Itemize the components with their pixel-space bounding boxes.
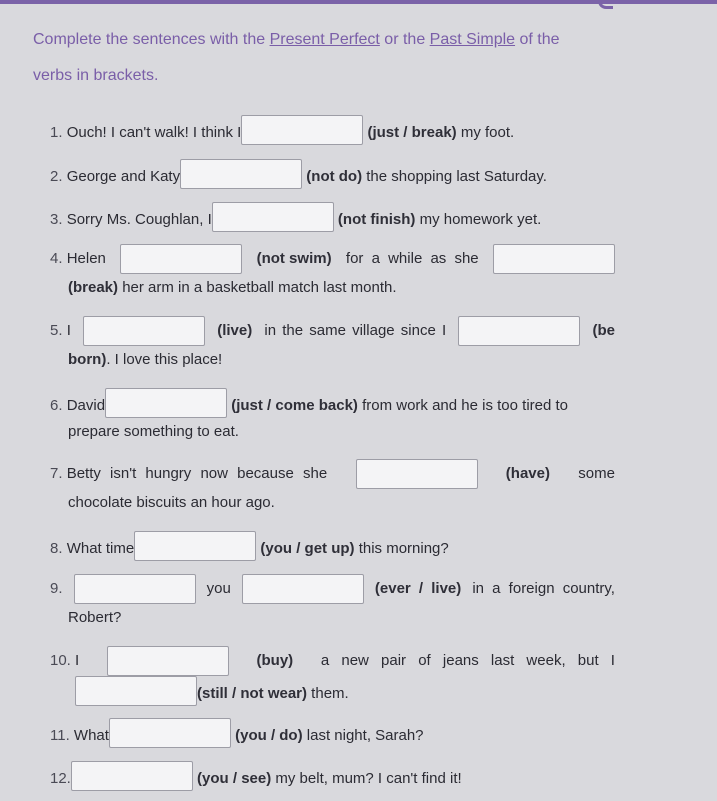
- exercise-item-12: [50, 761, 615, 791]
- past-simple-link: Past Simple: [429, 31, 516, 48]
- answer-box[interactable]: [241, 115, 363, 145]
- verb-prompt: (ever / live): [374, 580, 462, 597]
- item-text: my foot.: [456, 124, 515, 141]
- instruction-text: Complete the sentences with the: [33, 31, 270, 48]
- exercise-item-8: [50, 531, 615, 561]
- item-text: you: [206, 580, 231, 597]
- exercise-item-4: [50, 244, 615, 300]
- answer-box[interactable]: [105, 388, 227, 418]
- instruction-text: of the: [515, 31, 560, 48]
- item-text: . I love this place!: [106, 351, 223, 368]
- item-text: Betty isn't hungry now because she: [66, 465, 328, 482]
- verb-prompt: (not do): [306, 168, 363, 185]
- answer-box[interactable]: [212, 202, 334, 232]
- item-text: chocolate biscuits an hour ago.: [68, 494, 275, 511]
- exercise-item-6: [50, 388, 615, 444]
- exercise-item-5: [50, 316, 615, 372]
- item-text: them.: [307, 685, 349, 702]
- exercise-item-9: [50, 574, 615, 630]
- verb-prompt: (break): [68, 279, 119, 296]
- verb-prompt: (be: [592, 322, 615, 339]
- item-number: 1.: [50, 124, 63, 141]
- item-text: prepare something to eat.: [68, 423, 239, 440]
- verb-prompt: (just / come back): [231, 397, 358, 414]
- item-number: 10.: [50, 652, 71, 669]
- verb-prompt: (buy): [256, 652, 294, 669]
- answer-box[interactable]: [458, 316, 580, 346]
- answer-box[interactable]: [74, 574, 196, 604]
- item-text: this morning?: [354, 540, 449, 557]
- answer-box[interactable]: [356, 459, 478, 489]
- instruction-text: verbs in brackets.: [33, 67, 159, 84]
- verb-prompt: (not swim): [256, 250, 332, 267]
- item-number: 8.: [50, 540, 63, 557]
- answer-box[interactable]: [107, 646, 229, 676]
- verb-prompt: (just / break): [367, 124, 457, 141]
- exercise-item-11: [50, 718, 615, 748]
- item-text: Ouch! I can't walk! I think I: [66, 124, 242, 141]
- item-text: David: [66, 397, 106, 414]
- item-number: 4.: [50, 250, 63, 267]
- exercise-item-2: [50, 159, 615, 189]
- item-text: from work and he is too tired to: [357, 397, 569, 414]
- item-text: George and Katy: [66, 168, 181, 185]
- top-decoration: [598, 0, 613, 9]
- item-text: Helen: [66, 250, 106, 267]
- exercise-item-1: [50, 115, 615, 145]
- exercise-item-10: [50, 646, 615, 706]
- answer-box[interactable]: [493, 244, 615, 274]
- answer-box[interactable]: [75, 676, 197, 706]
- item-text: her arm in a basketball match last month.: [118, 279, 397, 296]
- exercise-item-7: [50, 459, 615, 515]
- present-perfect-link: Present Perfect: [269, 31, 380, 48]
- item-number: 12.: [50, 770, 71, 787]
- item-text: in a foreign country,: [472, 580, 615, 597]
- answer-box[interactable]: [242, 574, 364, 604]
- instruction-line-1: [33, 30, 693, 50]
- item-number: 6.: [50, 397, 63, 414]
- item-number: 11.: [50, 727, 70, 744]
- item-number: 9.: [50, 580, 63, 597]
- item-number: 2.: [50, 168, 63, 185]
- verb-prompt: (live): [217, 322, 253, 339]
- verb-prompt: (have): [505, 465, 550, 482]
- verb-prompt: (you / see): [197, 770, 272, 787]
- item-text: Robert?: [68, 609, 122, 626]
- item-text: I: [75, 652, 80, 669]
- item-text: my homework yet.: [415, 211, 542, 228]
- item-text: What: [73, 727, 109, 744]
- item-text: for a while as she: [345, 250, 479, 267]
- item-text: Sorry Ms. Coughlan, I: [66, 211, 212, 228]
- verb-prompt: born): [68, 351, 107, 368]
- answer-box[interactable]: [71, 761, 193, 791]
- item-text: some: [578, 465, 615, 482]
- item-text: my belt, mum? I can't find it!: [271, 770, 462, 787]
- exercise-item-3: [50, 202, 615, 232]
- answer-box[interactable]: [180, 159, 302, 189]
- item-text: What time: [66, 540, 135, 557]
- verb-prompt: (not finish): [337, 211, 416, 228]
- verb-prompt: (you / get up): [260, 540, 355, 557]
- answer-box[interactable]: [109, 718, 231, 748]
- item-text: I: [66, 322, 71, 339]
- item-text: last night, Sarah?: [302, 727, 424, 744]
- answer-box[interactable]: [120, 244, 242, 274]
- item-number: 7.: [50, 465, 63, 482]
- instruction-line-2: [33, 66, 693, 86]
- item-text: in the same village since I: [264, 322, 447, 339]
- item-text: a new pair of jeans last week, but I: [320, 652, 615, 669]
- answer-box[interactable]: [83, 316, 205, 346]
- item-number: 5.: [50, 322, 63, 339]
- item-number: 3.: [50, 211, 63, 228]
- item-text: the shopping last Saturday.: [362, 168, 547, 185]
- answer-box[interactable]: [134, 531, 256, 561]
- instruction-text: or the: [379, 31, 430, 48]
- verb-prompt: (you / do): [235, 727, 303, 744]
- verb-prompt: (still / not wear): [197, 685, 308, 702]
